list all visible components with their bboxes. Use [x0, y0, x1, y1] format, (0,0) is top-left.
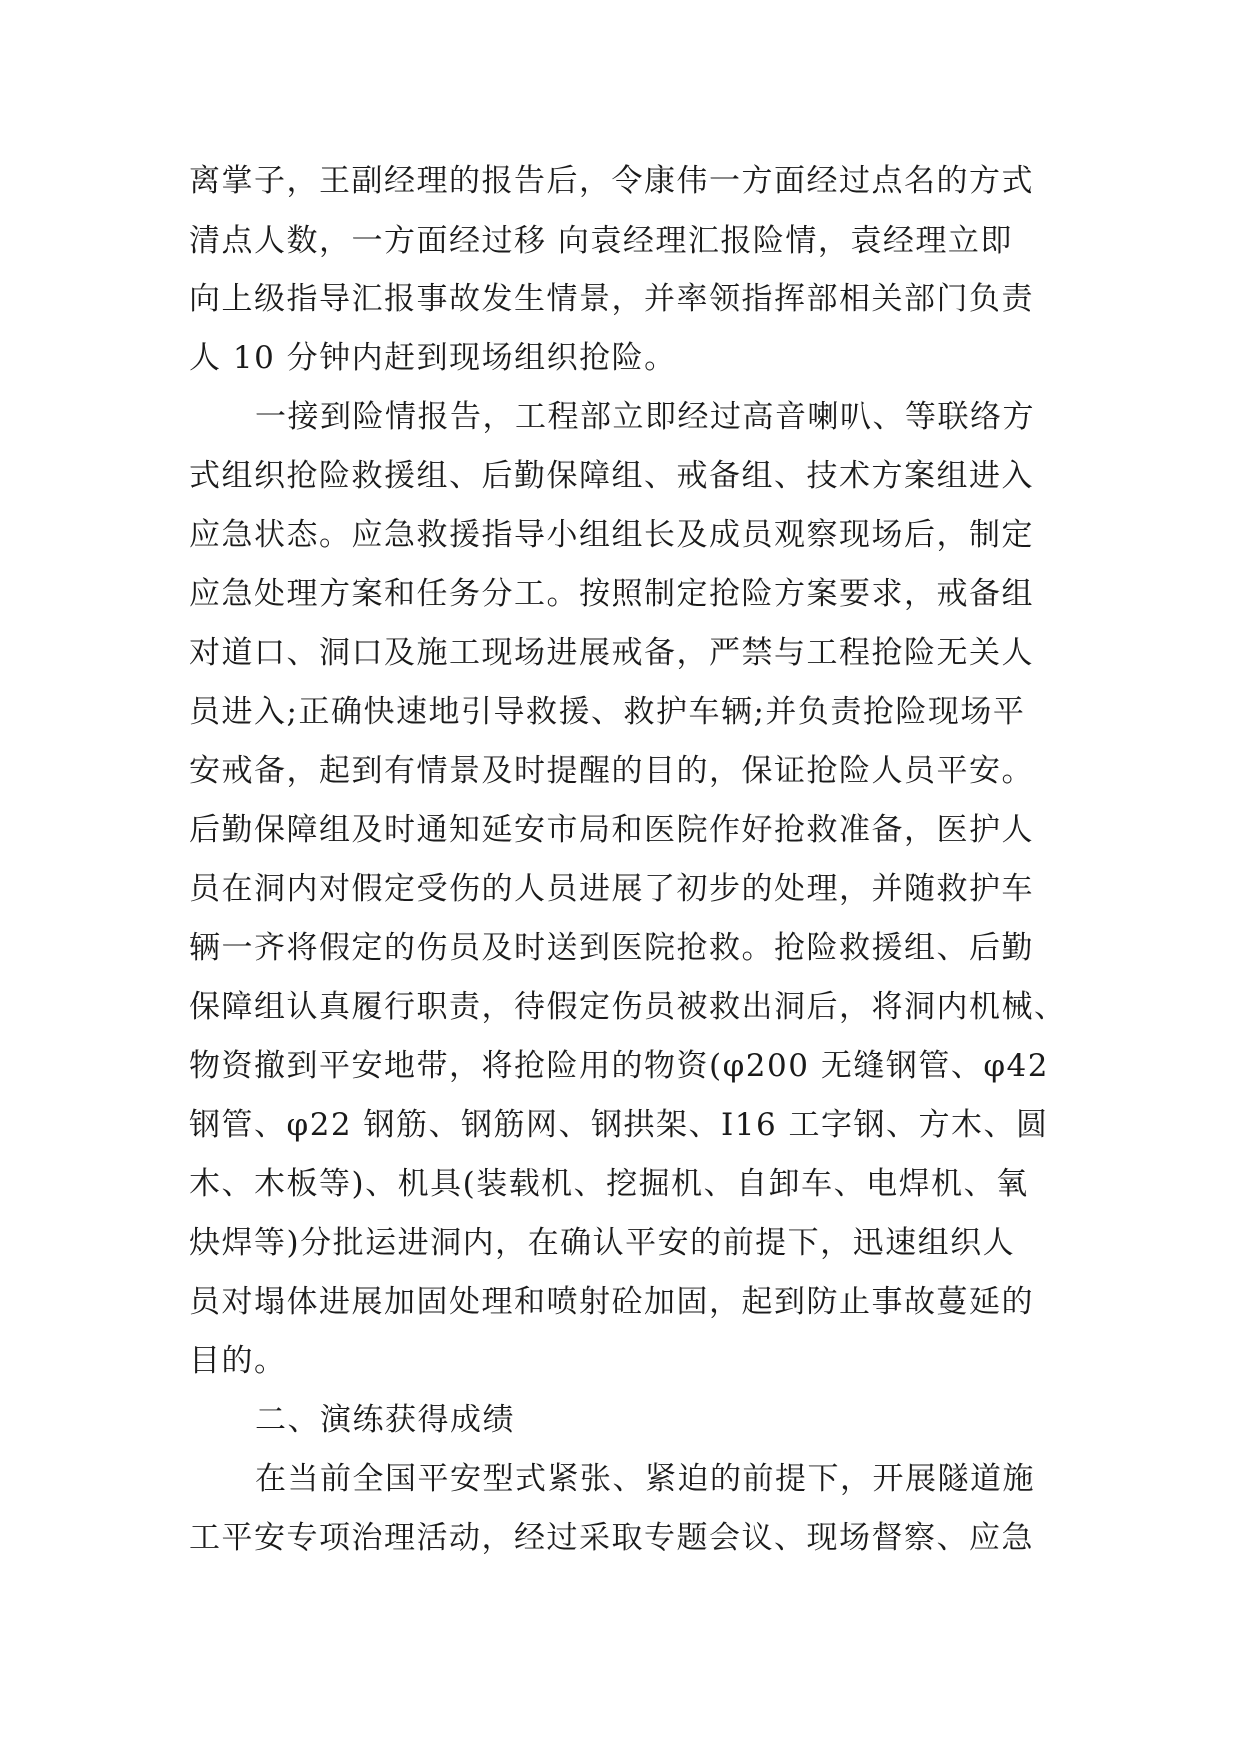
text-line: 式组织抢险救援组、后勤保障组、戒备组、技术方案组进入 — [189, 458, 1034, 494]
text-line: 炔焊等)分批运进洞内，在确认平安的前提下，迅速组织人 — [189, 1225, 1016, 1261]
text-line: 后勤保障组及时通知延安市局和医院作好抢救准备，医护人 — [189, 812, 1034, 848]
text-line: 物资撤到平安地带，将抢险用的物资(φ200 无缝钢管、φ42 — [189, 1048, 1049, 1084]
text-line: 员进入;正确快速地引导救援、救护车辆;并负责抢险现场平 — [189, 694, 1026, 730]
text-line: 辆一齐将假定的伤员及时送到医院抢救。抢险救援组、后勤 — [189, 930, 1034, 966]
text-line: 应急处理方案和任务分工。按照制定抢险方案要求，戒备组 — [189, 576, 1034, 612]
text-line: 对道口、洞口及施工现场进展戒备，严禁与工程抢险无关人 — [189, 635, 1034, 671]
text-line: 应急状态。应急救援指导小组组长及成员观察现场后，制定 — [189, 517, 1034, 553]
text-line: 工平安专项治理活动，经过采取专题会议、现场督察、应急 — [189, 1520, 1034, 1556]
paragraph-start-line: 一接到险情报告，工程部立即经过高音喇叭、等联络方 — [255, 399, 1035, 435]
text-line: 目的。 — [189, 1343, 287, 1379]
text-line: 员在洞内对假定受伤的人员进展了初步的处理，并随救护车 — [189, 871, 1034, 907]
text-line: 保障组认真履行职责，待假定伤员被救出洞后，将洞内机械、 — [189, 989, 1067, 1025]
text-line: 员对塌体进展加固处理和喷射砼加固，起到防止事故蔓延的 — [189, 1284, 1034, 1320]
text-line: 离掌子，王副经理的报告后，令康伟一方面经过点名的方式 — [189, 163, 1034, 199]
text-line: 清点人数，一方面经过移 向袁经理汇报险情，袁经理立即 — [189, 223, 1013, 259]
paragraph-start-line: 在当前全国平安型式紧张、紧迫的前提下，开展隧道施 — [255, 1461, 1035, 1497]
text-line: 向上级指导汇报事故发生情景，并率领指挥部相关部门负责 — [189, 281, 1034, 317]
text-line: 钢管、φ22 钢筋、钢筋网、钢拱架、I16 工字钢、方木、圆 — [189, 1107, 1049, 1143]
text-line: 人 10 分钟内赶到现场组织抢险。 — [189, 340, 677, 376]
section-heading: 二、演练获得成绩 — [255, 1402, 515, 1438]
text-line: 木、木板等)、机具(装载机、挖掘机、自卸车、电焊机、氧 — [189, 1166, 1029, 1202]
text-line: 安戒备，起到有情景及时提醒的目的，保证抢险人员平安。 — [189, 753, 1034, 789]
